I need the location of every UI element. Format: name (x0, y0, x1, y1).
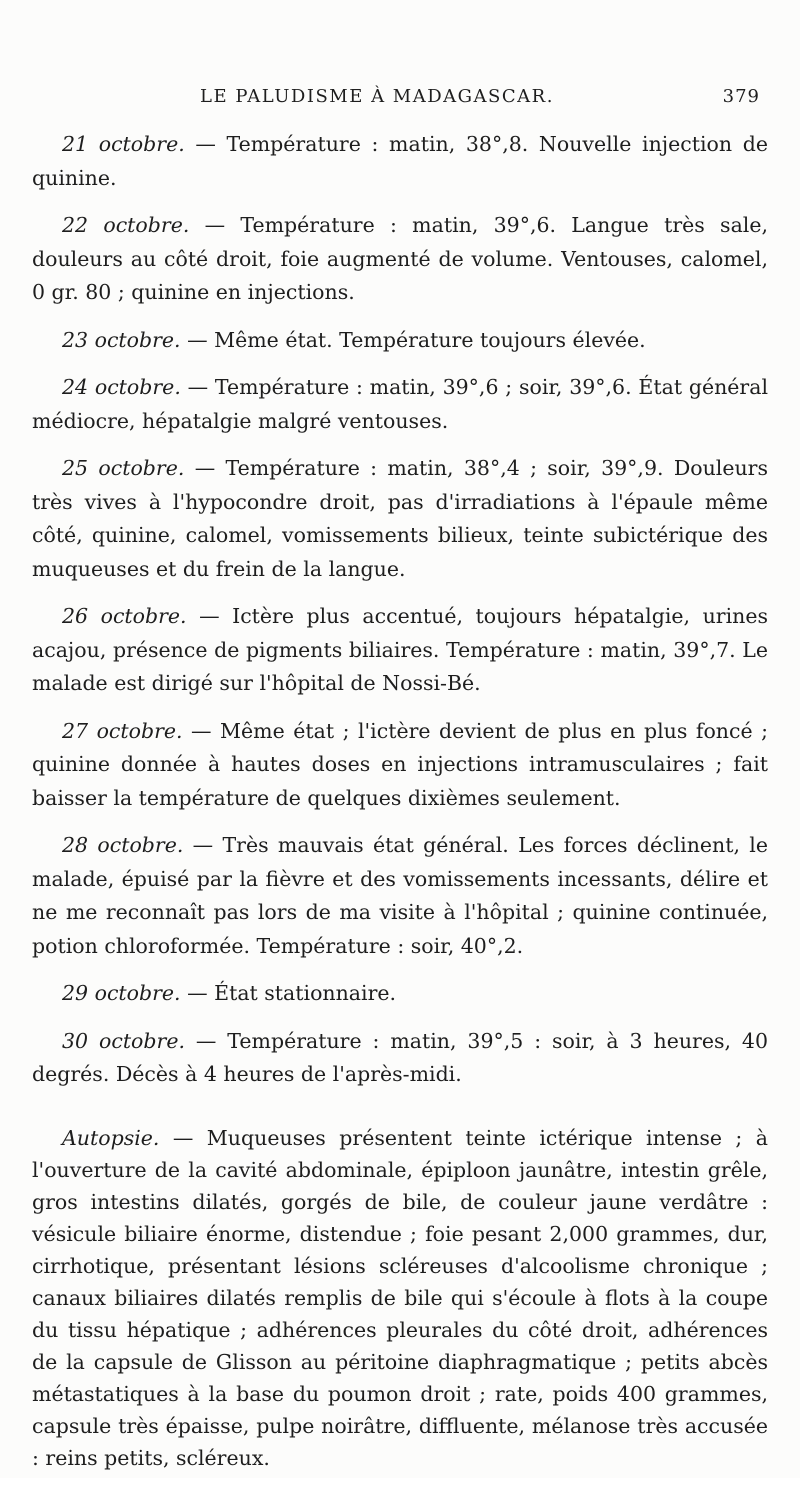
entry-21-octobre (32, 128, 768, 195)
entry-30-octobre (32, 1025, 768, 1092)
entry-date: 27 octobre. (62, 718, 183, 743)
autopsy-label: Autopsie. (62, 1125, 160, 1150)
running-title: LE PALUDISME À MADAGASCAR. (200, 86, 554, 107)
entry-23-octobre (32, 324, 768, 358)
entry-text: — Même état. Température toujours élevée. (180, 327, 646, 352)
entry-date: 25 octobre. (62, 456, 185, 480)
entry-date: 28 octobre. (62, 833, 184, 857)
entry-text: — Température : matin, 39°,5 : soir, à 3 heures, 40 degrés. Décès à 4 heures de l'après-midi. (32, 1028, 769, 1086)
entry-text: — Température : matin, 39°,6 ; soir, 39°,6. État général médiocre, hépatalgie malgré ventouses. (32, 375, 768, 433)
running-head (200, 86, 760, 114)
entry-29-octobre (32, 977, 768, 1011)
entry-25-octobre (32, 452, 768, 586)
entry-text: — Température : matin, 38°,8. Nouvelle injection de quinine. (32, 132, 769, 190)
entry-text: — Ictère plus accentué, toujours hépatalgie, urines acajou, présence de pigments biliaires. Température : matin, 39°,7. Le malade est dirigé sur l'hôpital de Nossi-Bé. (32, 604, 768, 695)
autopsy-text: — Muqueuses présentent teinte ictérique intense ; à l'ouverture de la cavité abdominale, épiploon jaunâtre, intestin grêle, gros intestins dilatés, gorgés de bile, de couleur jaune verdâtre : vésicule biliaire énorme, distendue ; foie pesant 2,000 grammes, dur, cirrhotique, présentant lésions scléreuses d'alcoolisme chronique ; canaux biliaires dilatés remplis de bile qui s'écoule à flots à la coupe du tissu hépatique ; adhérences pleurales du côté droit, adhérences de la capsule de Glisson au péritoine diaphragmatique ; petits abcès métastatiques à la base du poumon droit ; rate, poids 400 grammes, capsule très épaisse, pulpe noirâtre, diffluente, mélanose très accusée : reins petits, scléreux. (32, 1125, 768, 1470)
entry-text: — État stationnaire. (180, 981, 397, 1005)
entry-date: 24 octobre. (62, 375, 181, 399)
entry-date: 23 octobre. (62, 327, 181, 352)
autopsy-paragraph (32, 1122, 768, 1474)
entry-text: — Très mauvais état général. Les forces déclinent, le malade, épuisé par la fièvre et des vomissements incessants, délire et ne me reconnaît pas lors de ma visite à l'hôpital ; quinine continuée, potion chloroformée. Température : soir, 40°,2. (32, 833, 768, 958)
entry-22-octobre (32, 209, 768, 310)
entry-28-octobre (32, 829, 768, 963)
entry-date: 22 octobre. (62, 213, 190, 237)
entry-text: — Température : matin, 39°,6. Langue très sale, douleurs au côté droit, foie augmenté de volume. Ventouses, calomel, 0 gr. 80 ; quinine en injections. (32, 213, 768, 304)
entry-26-octobre (32, 600, 768, 701)
page-number: 379 (722, 86, 760, 107)
entry-date: 26 octobre. (62, 604, 187, 628)
entry-date: 21 octobre. (62, 132, 185, 156)
entry-date: 29 octobre. (62, 981, 181, 1005)
entry-text: — Température : matin, 38°,4 ; soir, 39°,9. Douleurs très vives à l'hypocondre droit, pas d'irradiations à l'épaule même côté, quinine, calomel, vomissements bilieux, teinte subictérique des muqueuses et du frein de la langue. (32, 456, 769, 581)
entry-27-octobre (32, 715, 768, 816)
text-body (32, 128, 768, 1488)
entry-date: 30 octobre. (62, 1028, 185, 1053)
entry-24-octobre (32, 371, 768, 438)
entry-text: — Même état ; l'ictère devient de plus en plus foncé ; quinine donnée à hautes doses en injections intramusculaires ; fait baisser la température de quelques dixièmes seulement. (32, 718, 768, 810)
